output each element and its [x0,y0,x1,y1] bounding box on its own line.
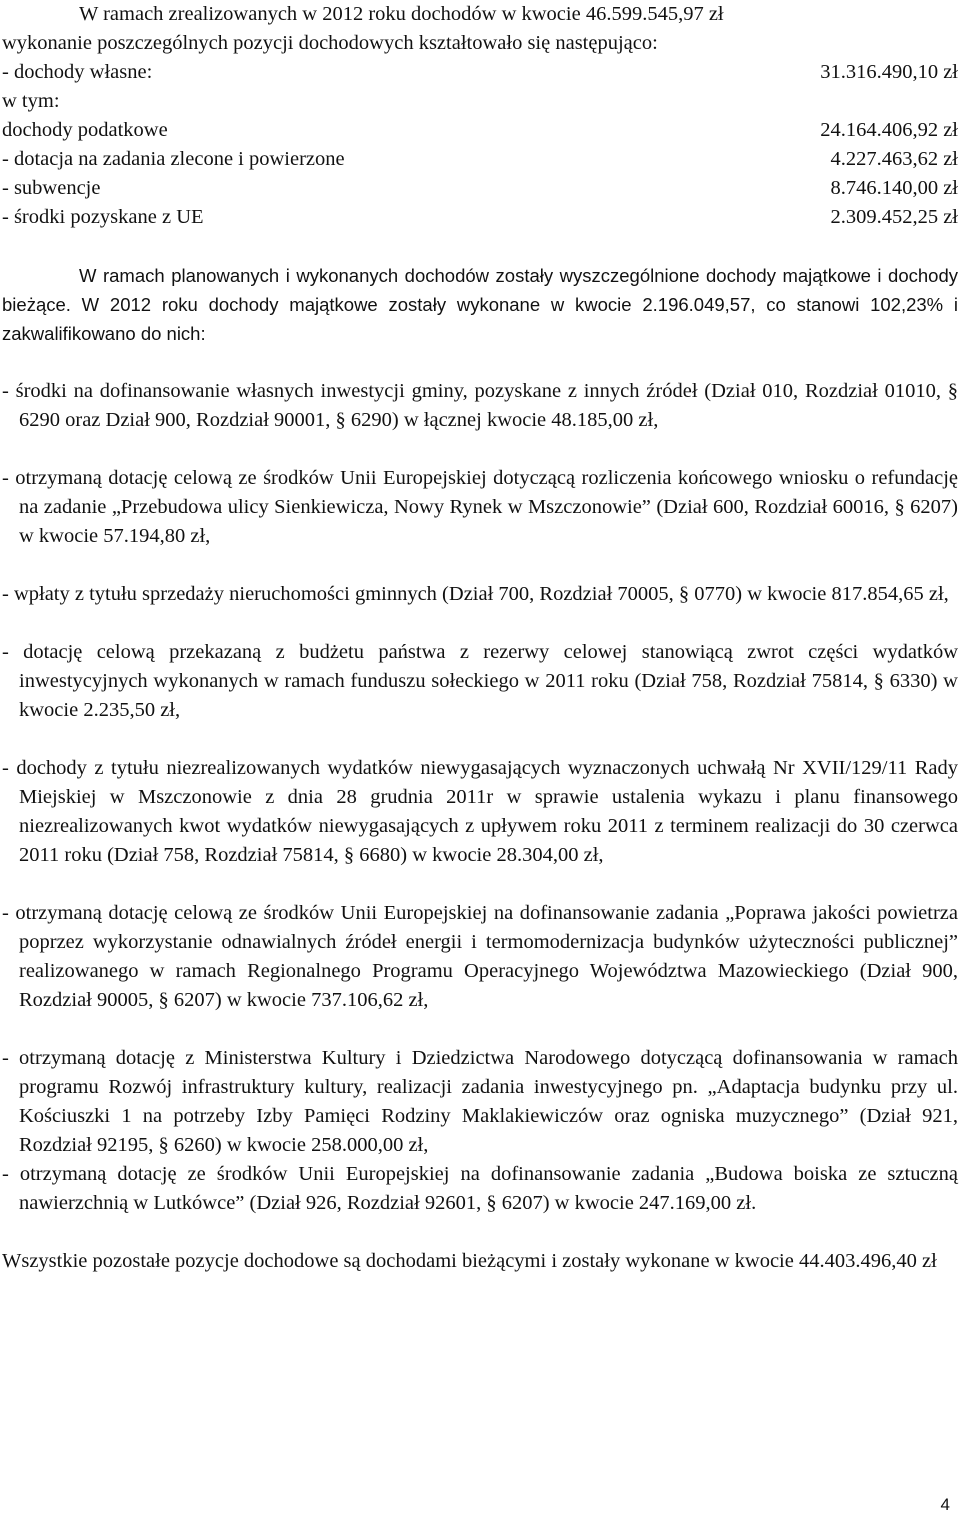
summary-in-which: w tym: [2,90,60,112]
income-item-3: - wpłaty z tytułu sprzedaży nieruchomości gminnych (Dział 700, Rozdział 70005, § 0770) w kwocie 817.854,65 zł, [2,583,949,605]
summary-grant-value: 4.227.463,62 zł [830,148,958,170]
spacer [2,232,958,261]
summary-eu [2,203,958,232]
summary-own [2,58,958,87]
spacer [2,1015,958,1044]
spacer [2,609,958,638]
summary-subsidy-label: - subwencje [2,177,101,199]
spacer [2,551,958,580]
spacer [2,725,958,754]
income-item-8: - otrzymaną dotację ze środków Unii Europejskiej na dofinansowanie zadania „Budowa boiska ze sztuczną nawierzchnią w Lutkówce” (Dział 926, Rozdział 92601, § 6207) w kwocie 247.169,00 zł. [2,1163,958,1214]
summary-eu-label: - środki pozyskane z UE [2,206,204,228]
summary-eu-value: 2.309.452,25 zł [830,206,958,228]
summary-subsidy [2,174,958,203]
income-item-4: - dotację celową przekazaną z budżetu państwa z rezerwy celowej stanowiącą zwrot części wydatków inwestycyjnych wykonanych w ramach funduszu sołeckiego w 2011 roku (Dział 758, Rozdział 75814, § 6330) w kwocie 2.235,50 zł, [2,641,958,721]
summary-own-label: - dochody własne: [2,61,153,83]
spacer [2,435,958,464]
summary-subsidy-value: 8.746.140,00 zł [830,177,958,199]
income-item-5: - dochody z tytułu niezrealizowanych wydatków niewygasających wyznaczonych uchwałą Nr XVII/129/11 Rady Miejskiej w Mszczonowie z dnia 28 grudnia 2011r w sprawie ustalenia wykazu i planu finansowego niezrealizowanych kwot wydatków niewygasających z upływem roku 2011 z terminem realizacji do 30 czerwca 2011 roku (Dział 758, Rozdział 75814, § 6680) w kwocie 28.304,00 zł, [2,757,958,866]
income-item-1: - środki na dofinansowanie własnych inwestycji gminy, pozyskane z innych źródeł (Dział 010, Rozdział 01010, § 6290 oraz Dział 900, Rozdział 90001, § 6290) w łącznej kwocie 48.185,00 zł, [2,380,958,431]
summary-tax-value: 24.164.406,92 zł [820,119,958,141]
page-number: 4 [940,1495,950,1514]
income-item-6: - otrzymaną dotację celową ze środków Unii Europejskiej na dofinansowanie zadania „Poprawa jakości powietrza poprzez wykorzystanie odnawialnych źródeł energii i termomodernizacja budynków użyteczności publicznej” realizowanego w ramach Regionalnego Programu Operacyjnego Województwa Mazowieckiego (Dział 900, Rozdział 90005, § 6207) w kwocie 737.106,62 zł, [2,902,958,1011]
summary-grant-label: - dotacja na zadania zlecone i powierzone [2,148,345,170]
income-item-7: - otrzymaną dotację z Ministerstwa Kultury i Dziedzictwa Narodowego dotyczącą dofinansowania w ramach programu Rozwój infrastruktury kultury, realizacji zadania inwestycyjnego pn. „Adaptacja budynku przy ul. Kościuszki 1 na potrzeby Izby Pamięci Rodziny Maklakiewiczów oraz ogniska muzycznego” (Dział 921, Rozdział 92195, § 6260) w kwocie 258.000,00 zł, [2,1047,958,1156]
closing-paragraph: Wszystkie pozostałe pozycje dochodowe są dochodami bieżącymi i zostały wykonane w kwocie 44.403.496,40 zł [2,1250,937,1272]
intro-line-1: W ramach zrealizowanych w 2012 roku dochodów w kwocie 46.599.545,97 zł [79,3,724,25]
spacer [2,870,958,899]
summary-own-value: 31.316.490,10 zł [820,61,958,83]
planned-paragraph: W ramach planowanych i wykonanych dochodów zostały wyszczególnione dochody majątkowe i dochody bieżące. W 2012 roku dochody majątkowe zostały wykonane w kwocie 2.196.049,57, co stanowi 102,23% i zakwalifikowano do nich: [2,265,958,344]
summary-grant [2,145,958,174]
summary-tax [2,116,958,145]
spacer [2,1218,958,1247]
intro-line-2: wykonanie poszczególnych pozycji dochodowych kształtowało się następująco: [2,32,658,54]
summary-tax-label: dochody podatkowe [2,119,168,141]
spacer [2,348,958,377]
income-item-2: - otrzymaną dotację celową ze środków Unii Europejskiej dotyczącą rozliczenia końcowego wniosku o refundację na zadanie „Przebudowa ulicy Sienkiewicza, Nowy Rynek w Mszczonowie” (Dział 600, Rozdział 60016, § 6207) w kwocie 57.194,80 zł, [2,467,958,547]
